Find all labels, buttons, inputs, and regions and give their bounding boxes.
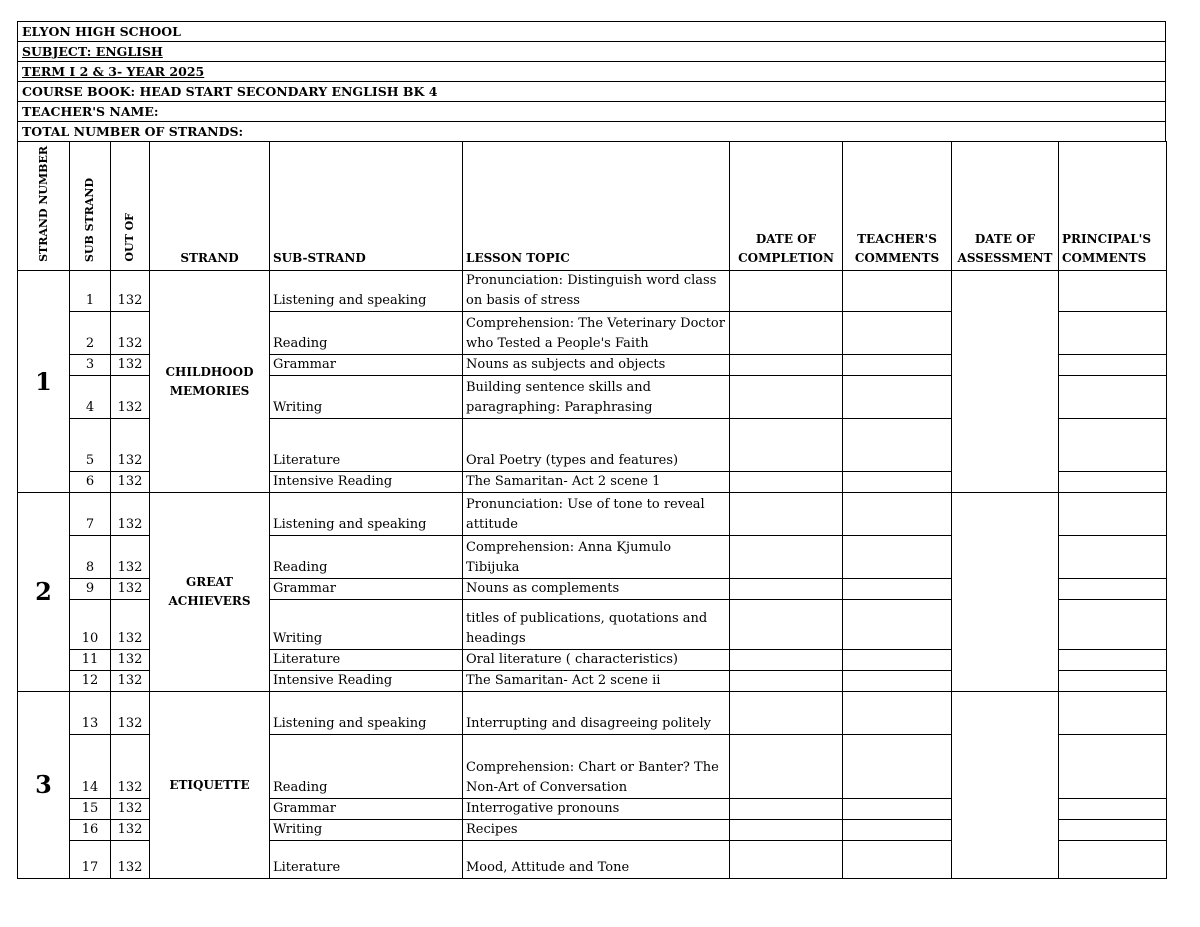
lesson-topic: Oral literature ( characteristics) [463,650,730,671]
date-completion-cell[interactable] [730,271,843,312]
sub-strand-name: Literature [270,650,463,671]
date-assessment-cell[interactable] [952,271,1059,493]
lesson-topic: Nouns as subjects and objects [463,355,730,376]
principal-comments-cell[interactable] [1059,536,1167,579]
date-completion-cell[interactable] [730,671,843,692]
sub-strand-number: 11 [70,650,111,671]
teacher-comments-cell[interactable] [843,376,952,419]
sub-strand-name: Reading [270,312,463,355]
teacher-comments-cell[interactable] [843,419,952,472]
date-completion-cell[interactable] [730,419,843,472]
col-sub-strand-no: SUB STRAND [70,142,111,271]
strand-number: 2 [18,493,70,692]
lesson-topic: titles of publications, quotations and headings [463,600,730,650]
col-strand-number: STRAND NUMBER [18,142,70,271]
teacher-comments-cell[interactable] [843,820,952,841]
col-lesson-topic: LESSON TOPIC [463,142,730,271]
principal-comments-cell[interactable] [1059,472,1167,493]
out-of-value: 132 [111,536,150,579]
lesson-topic: Nouns as complements [463,579,730,600]
date-completion-cell[interactable] [730,579,843,600]
sub-strand-name: Intensive Reading [270,671,463,692]
table-row [18,271,1167,312]
sub-strand-number: 15 [70,799,111,820]
out-of-value: 132 [111,493,150,536]
sub-strand-number: 4 [70,376,111,419]
sub-strand-name: Writing [270,820,463,841]
out-of-value: 132 [111,841,150,879]
lesson-topic: Interrupting and disagreeing politely [463,692,730,735]
out-of-value: 132 [111,419,150,472]
principal-comments-cell[interactable] [1059,671,1167,692]
strand-name: ETIQUETTE [150,692,270,879]
col-out-of: OUT OF [111,142,150,271]
principal-comments-cell[interactable] [1059,841,1167,879]
lesson-topic: Oral Poetry (types and features) [463,419,730,472]
sub-strand-name: Literature [270,419,463,472]
lesson-topic: Recipes [463,820,730,841]
teacher-comments-cell[interactable] [843,312,952,355]
teacher-comments-cell[interactable] [843,355,952,376]
sub-strand-number: 5 [70,419,111,472]
course-book-line: COURSE BOOK: HEAD START SECONDARY ENGLISH BK 4 [17,81,1166,101]
principal-comments-cell[interactable] [1059,692,1167,735]
sub-strand-number: 13 [70,692,111,735]
date-completion-cell[interactable] [730,355,843,376]
out-of-value: 132 [111,671,150,692]
date-completion-cell[interactable] [730,735,843,799]
out-of-value: 132 [111,376,150,419]
date-completion-cell[interactable] [730,799,843,820]
lesson-topic: Pronunciation: Use of tone to reveal attitude [463,493,730,536]
date-completion-cell[interactable] [730,312,843,355]
principal-comments-cell[interactable] [1059,493,1167,536]
table-row [18,692,1167,735]
lesson-topic: The Samaritan- Act 2 scene ii [463,671,730,692]
teacher-comments-cell[interactable] [843,692,952,735]
lesson-topic: The Samaritan- Act 2 scene 1 [463,472,730,493]
teacher-comments-cell[interactable] [843,671,952,692]
sub-strand-name: Listening and speaking [270,493,463,536]
strand-number: 3 [18,692,70,879]
teacher-comments-cell[interactable] [843,493,952,536]
column-header-row [18,142,1167,271]
out-of-value: 132 [111,820,150,841]
sub-strand-number: 2 [70,312,111,355]
lesson-topic: Comprehension: The Veterinary Doctor who Tested a People's Faith [463,312,730,355]
school-name: ELYON HIGH SCHOOL [17,21,1166,41]
out-of-value: 132 [111,600,150,650]
sub-strand-name: Literature [270,841,463,879]
strand-name: GREAT ACHIEVERS [150,493,270,692]
out-of-value: 132 [111,312,150,355]
teacher-comments-cell[interactable] [843,650,952,671]
lesson-topic: Mood, Attitude and Tone [463,841,730,879]
principal-comments-cell[interactable] [1059,650,1167,671]
col-date-assessment: DATE OF ASSESSMENT [952,142,1059,271]
col-teacher-comments: TEACHER'S COMMENTS [843,142,952,271]
principal-comments-cell[interactable] [1059,735,1167,799]
principal-comments-cell[interactable] [1059,355,1167,376]
scheme-of-work-sheet [17,21,1166,879]
teacher-comments-cell[interactable] [843,536,952,579]
lesson-topic: Building sentence skills and paragraphing: Paraphrasing [463,376,730,419]
teacher-comments-cell[interactable] [843,271,952,312]
date-completion-cell[interactable] [730,536,843,579]
lesson-topic: Comprehension: Anna Kjumulo Tibijuka [463,536,730,579]
sub-strand-number: 14 [70,735,111,799]
teacher-name-line: TEACHER'S NAME: [17,101,1166,121]
out-of-value: 132 [111,579,150,600]
total-strands-line: TOTAL NUMBER OF STRANDS: [17,121,1166,141]
sub-strand-name: Reading [270,735,463,799]
date-completion-cell[interactable] [730,376,843,419]
date-completion-cell[interactable] [730,820,843,841]
sub-strand-name: Writing [270,376,463,419]
principal-comments-cell[interactable] [1059,271,1167,312]
principal-comments-cell[interactable] [1059,799,1167,820]
sub-strand-name: Grammar [270,799,463,820]
out-of-value: 132 [111,650,150,671]
scheme-table [17,141,1167,879]
date-completion-cell[interactable] [730,600,843,650]
sub-strand-number: 3 [70,355,111,376]
sub-strand-name: Writing [270,600,463,650]
teacher-comments-cell[interactable] [843,799,952,820]
out-of-value: 132 [111,271,150,312]
sub-strand-number: 6 [70,472,111,493]
term-line: TERM I 2 & 3- YEAR 2025 [17,61,1166,81]
out-of-value: 132 [111,355,150,376]
col-strand: STRAND [150,142,270,271]
date-completion-cell[interactable] [730,493,843,536]
sub-strand-number: 8 [70,536,111,579]
principal-comments-cell[interactable] [1059,376,1167,419]
principal-comments-cell[interactable] [1059,600,1167,650]
principal-comments-cell[interactable] [1059,419,1167,472]
date-completion-cell[interactable] [730,472,843,493]
teacher-comments-cell[interactable] [843,472,952,493]
teacher-comments-cell[interactable] [843,600,952,650]
col-date-completion: DATE OF COMPLETION [730,142,843,271]
principal-comments-cell[interactable] [1059,579,1167,600]
sub-strand-number: 12 [70,671,111,692]
out-of-value: 132 [111,692,150,735]
teacher-comments-cell[interactable] [843,841,952,879]
principal-comments-cell[interactable] [1059,312,1167,355]
lesson-topic: Interrogative pronouns [463,799,730,820]
sub-strand-number: 9 [70,579,111,600]
lesson-topic: Comprehension: Chart or Banter? The Non-Art of Conversation [463,735,730,799]
lesson-topic: Pronunciation: Distinguish word class on basis of stress [463,271,730,312]
principal-comments-cell[interactable] [1059,820,1167,841]
col-sub-strand: SUB-STRAND [270,142,463,271]
sub-strand-name: Intensive Reading [270,472,463,493]
date-assessment-cell[interactable] [952,692,1059,879]
sub-strand-name: Listening and speaking [270,271,463,312]
out-of-value: 132 [111,472,150,493]
out-of-value: 132 [111,799,150,820]
date-completion-cell[interactable] [730,692,843,735]
sub-strand-number: 1 [70,271,111,312]
date-completion-cell[interactable] [730,841,843,879]
col-principal-comments: PRINCIPAL'S COMMENTS [1059,142,1167,271]
sub-strand-number: 7 [70,493,111,536]
date-assessment-cell[interactable] [952,493,1059,692]
strand-name: CHILDHOOD MEMORIES [150,271,270,493]
sub-strand-name: Grammar [270,579,463,600]
out-of-value: 132 [111,735,150,799]
date-completion-cell[interactable] [730,650,843,671]
sub-strand-number: 17 [70,841,111,879]
sub-strand-name: Listening and speaking [270,692,463,735]
subject-line: SUBJECT: ENGLISH [17,41,1166,61]
table-row [18,493,1167,536]
sub-strand-number: 16 [70,820,111,841]
teacher-comments-cell[interactable] [843,579,952,600]
strand-number: 1 [18,271,70,493]
sub-strand-name: Reading [270,536,463,579]
sub-strand-name: Grammar [270,355,463,376]
sub-strand-number: 10 [70,600,111,650]
teacher-comments-cell[interactable] [843,735,952,799]
